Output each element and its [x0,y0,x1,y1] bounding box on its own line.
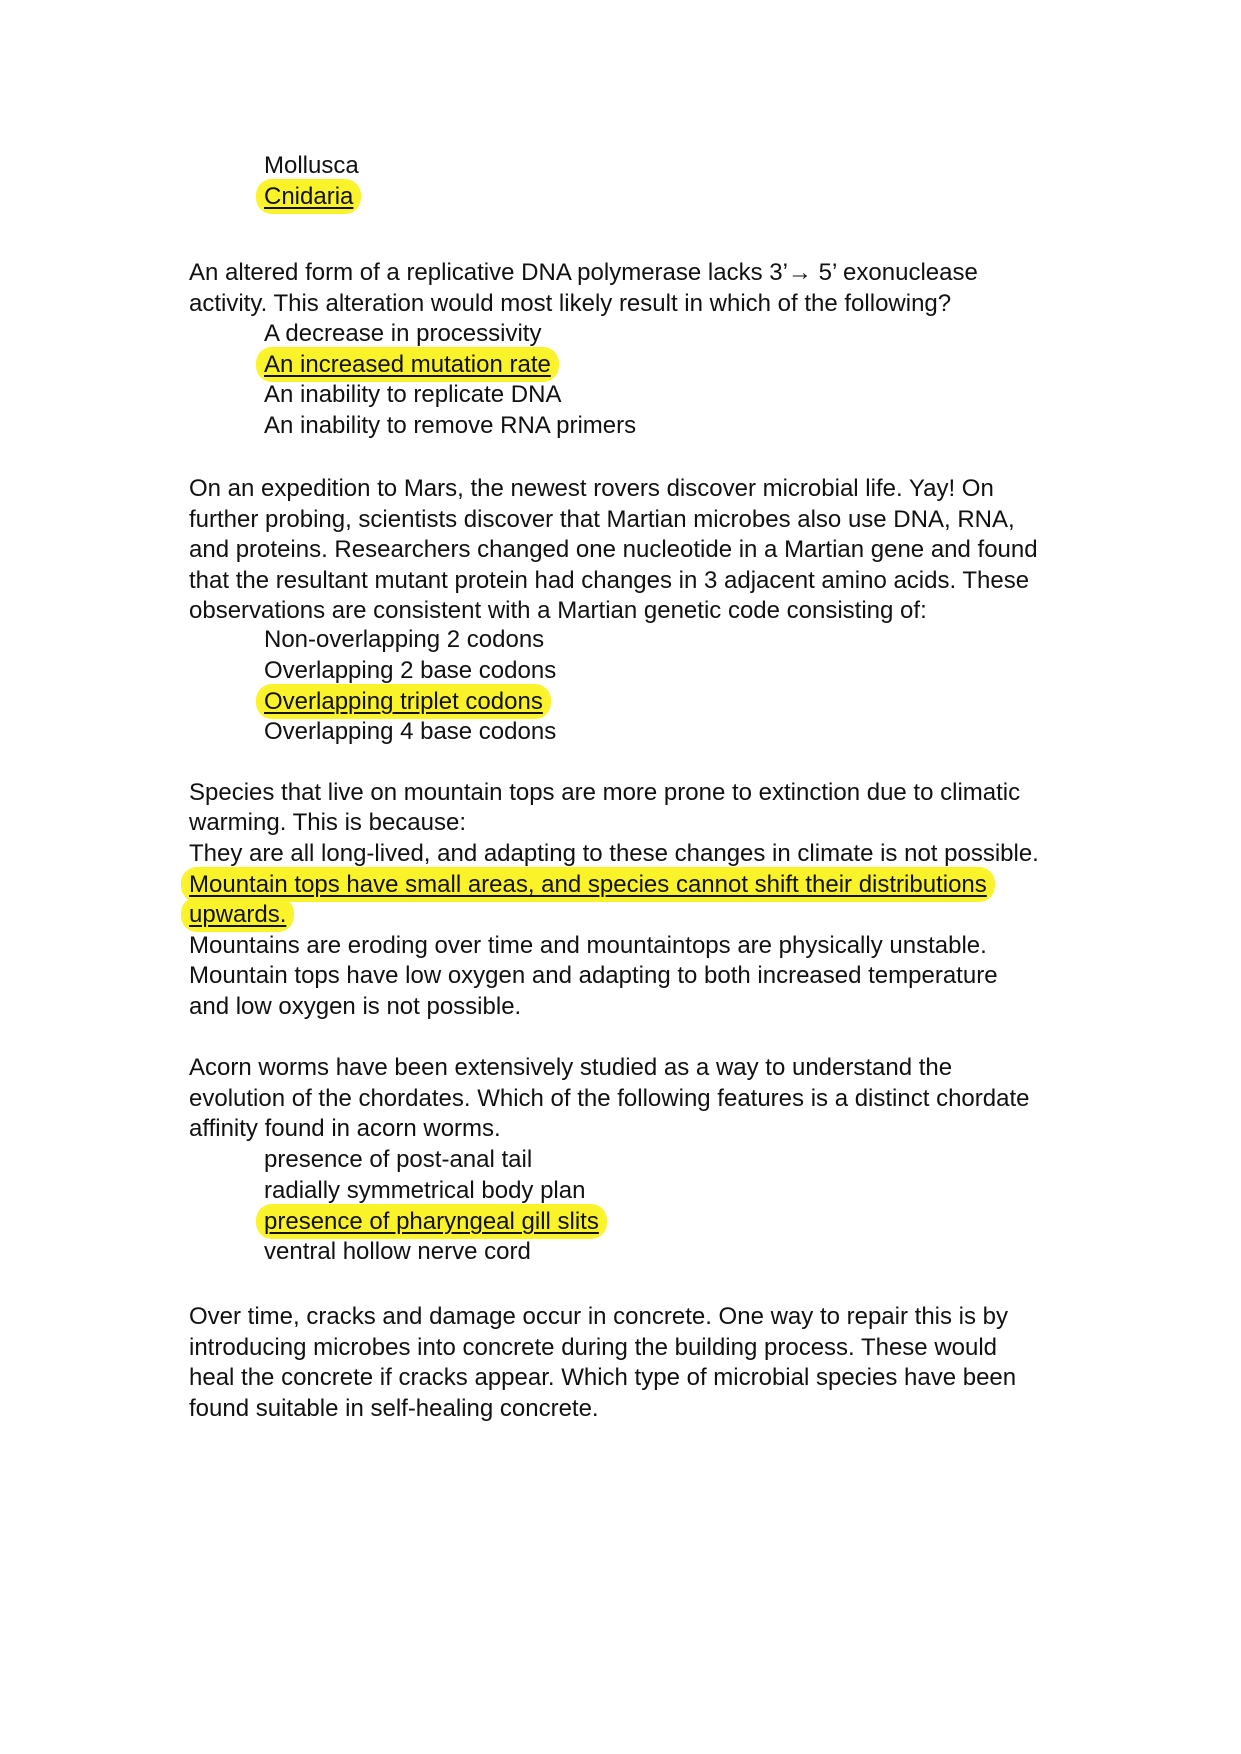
question-4-option-d: ventral hollow nerve cord [264,1238,531,1265]
question-5-stem-line-4: found suitable in self-healing concrete. [189,1395,599,1422]
question-4-stem-line-3: affinity found in acorn worms. [189,1115,501,1142]
option-mollusca: Mollusca [264,152,359,179]
question-4-option-b: radially symmetrical body plan [264,1177,586,1204]
question-2-option-a: Non-overlapping 2 codons [264,626,545,653]
question-5-stem-line-1: Over time, cracks and damage occur in concrete. One way to repair this is by [189,1303,1009,1330]
question-5-stem-line-2: introducing microbes into concrete during the building process. These would [189,1334,998,1361]
question-1-stem-line-2: activity. This alteration would most likely result in which of the following? [189,290,952,317]
question-1-stem-line-1: An altered form of a replicative DNA polymerase lacks 3’→ 5’ exonuclease [189,259,978,286]
question-2-option-c-answer [264,685,549,719]
question-2-stem-line-3: and proteins. Researchers changed one nucleotide in a Martian gene and found [189,536,1038,563]
answer-highlight: Cnidaria [258,181,359,212]
question-1-option-d: An inability to remove RNA primers [264,412,637,439]
question-3-option-c: Mountains are eroding over time and mountaintops are physically unstable. [189,932,987,959]
question-3-stem-line-1: Species that live on mountain tops are more prone to extinction due to climatic [189,779,1021,806]
question-4-option-c-answer [264,1205,605,1239]
question-3-option-d-line-2: and low oxygen is not possible. [189,993,522,1020]
option-cnidaria-answer [264,180,359,214]
question-2-stem-line-4: that the resultant mutant protein had changes in 3 adjacent amino acids. These [189,567,1030,594]
question-5-stem-line-3: heal the concrete if cracks appear. Which type of microbial species have been [189,1364,1017,1391]
question-1-option-b-answer [264,348,557,382]
question-2-stem-line-5: observations are consistent with a Martian genetic code consisting of: [189,597,927,624]
answer-highlight: Mountain tops have small areas, and species cannot shift their distributions [183,869,993,900]
question-2-option-d: Overlapping 4 base codons [264,718,557,745]
question-1-option-c: An inability to replicate DNA [264,381,562,408]
answer-highlight: Overlapping triplet codons [258,686,549,717]
question-2-option-b: Overlapping 2 base codons [264,657,557,684]
question-4-stem-line-2: evolution of the chordates. Which of the following features is a distinct chordate [189,1085,1030,1112]
answer-highlight: presence of pharyngeal gill slits [258,1206,605,1237]
question-2-stem-line-1: On an expedition to Mars, the newest rovers discover microbial life. Yay! On [189,475,994,502]
question-2-stem-line-2: further probing, scientists discover that Martian microbes also use DNA, RNA, [189,506,1015,533]
question-3-option-b-answer-line-2 [189,898,292,932]
question-3-option-a: They are all long-lived, and adapting to these changes in climate is not possible. [189,840,1039,867]
question-1-option-a: A decrease in processivity [264,320,542,347]
question-4-option-a: presence of post-anal tail [264,1146,533,1173]
answer-highlight: An increased mutation rate [258,349,557,380]
question-4-stem-line-1: Acorn worms have been extensively studied as a way to understand the [189,1054,953,1081]
question-3-option-d-line-1: Mountain tops have low oxygen and adapting to both increased temperature [189,962,998,989]
question-3-option-b-answer-line-1 [189,868,993,902]
answer-highlight: upwards. [183,899,292,930]
question-3-stem-line-2: warming. This is because: [189,809,467,836]
